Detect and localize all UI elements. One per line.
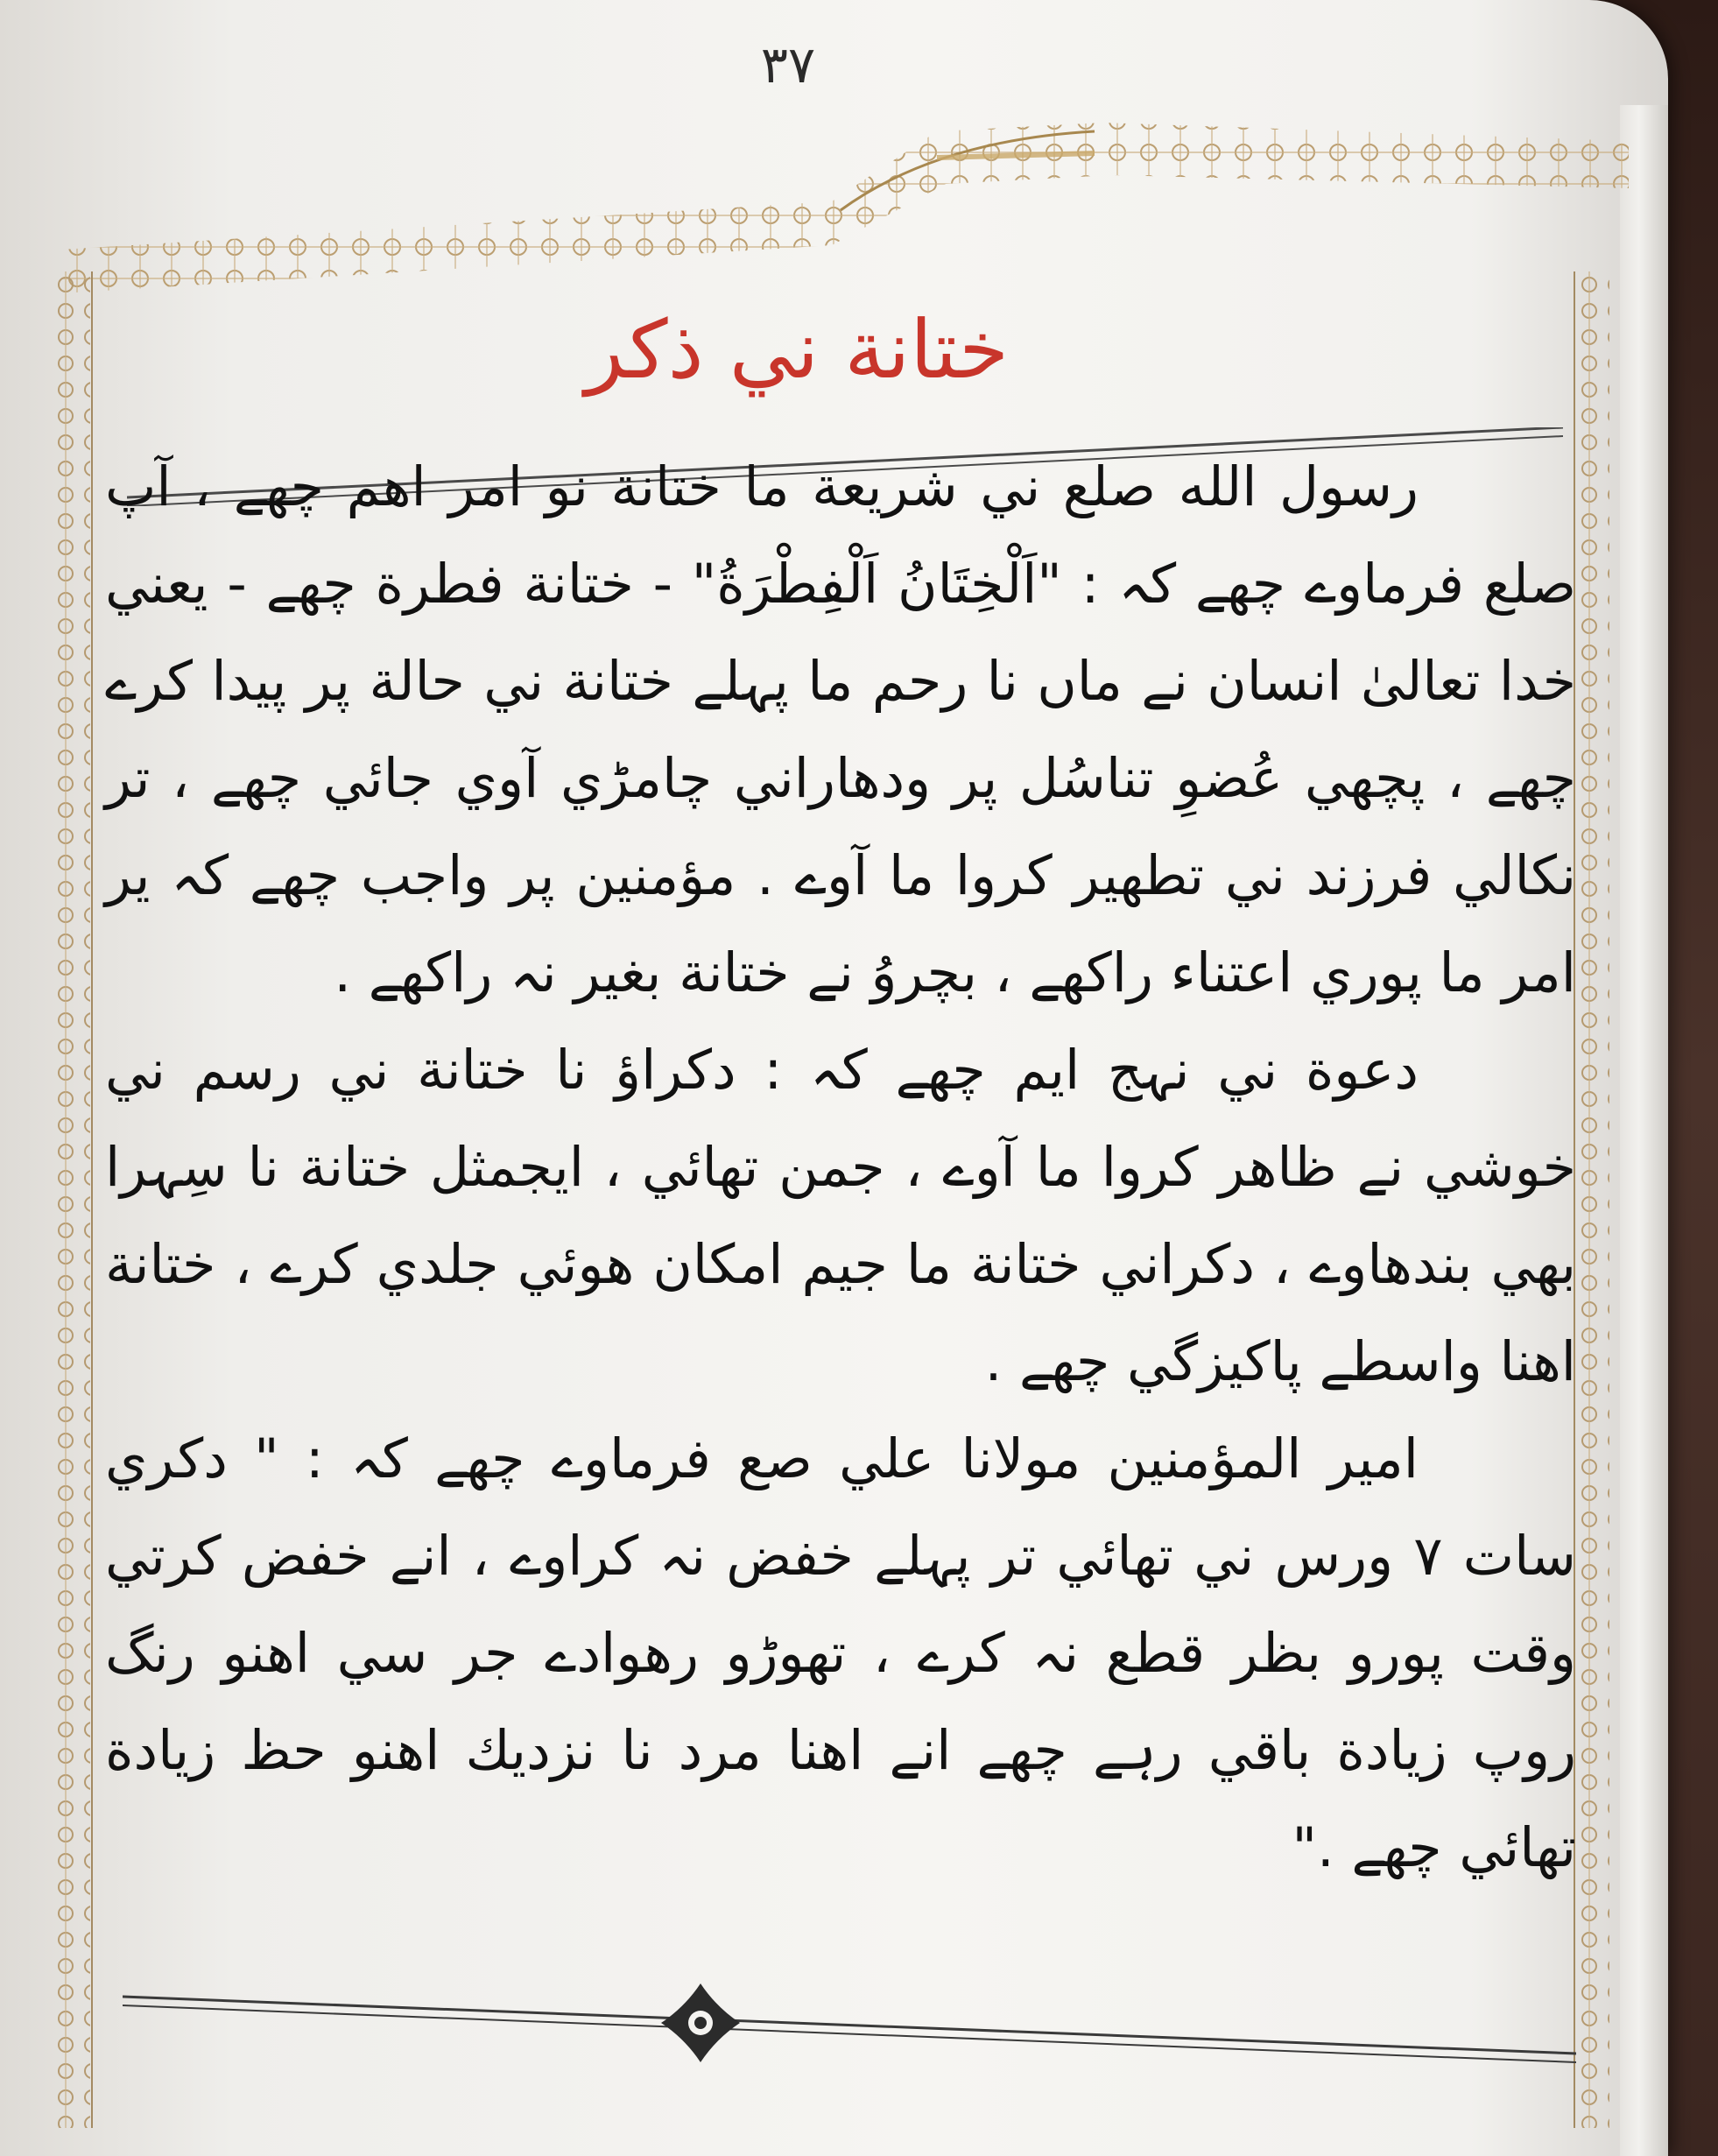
- paragraph: دعوة ني نہج ايم چھے كہ : دكراؤ نا ختانة ني رسم ني خوشي نے ظاهر كروا ما آوے ، جمن تھائي ، ايجمثل ختانة نا سِہرا بھي بندھاوے ، دكراني ختانة ما جيم امكان هوئي جلدي كرے ، ختانة اهنا واسطے پاكيزگي چھے .: [105, 1038, 1576, 1393]
- bottom-ornament-rule: [123, 1979, 1576, 2075]
- paragraph: امير المؤمنين مولانا علي صع فرماوے چھے كہ : " دكري سات ٧ ورس ني تھائي تر پہلے خفض نہ كراوے ، انے خفض كرتي وقت پورو بظر قطع نہ كرے ، تھوڑو رهوادے جر سي اهنو رنگ روپ زيادة باقي رہے چھے انے اهنا مرد نا نزديك اهنو حظ زيادة تھائي چھے .": [105, 1427, 1576, 1879]
- page-number: ٣٧: [760, 35, 816, 95]
- page-edge: [1620, 105, 1668, 2156]
- flourish-icon: [661, 1983, 740, 2062]
- chapter-title: ختانة ني ذكر: [585, 303, 1009, 397]
- body-text: [105, 438, 1576, 1896]
- paragraph: رسول الله صلع ني شريعة ما ختانة نو امر اهم چھے ، آپ صلع فرماوے چھے كہ : "اَلْخِتَانُ اَلْفِطْرَةُ" - ختانة فطرة چھے - يعني خدا تعالیٰ انسان نے ماں نا رحم ما پہلے ختانة ني حالة پر پيدا كرے چھے ، پچھي عُضوِ تناسُل پر ودھاراني چامڑي آوي جائي چھے ، تر نكالي فرزند ني تطهير كروا ما آوے . مؤمنين پر واجب چھے كہ ير امر ما پوري اعتناء راكھے ، بچروُ نے ختانة بغير نہ راكھے .: [105, 454, 1576, 1004]
